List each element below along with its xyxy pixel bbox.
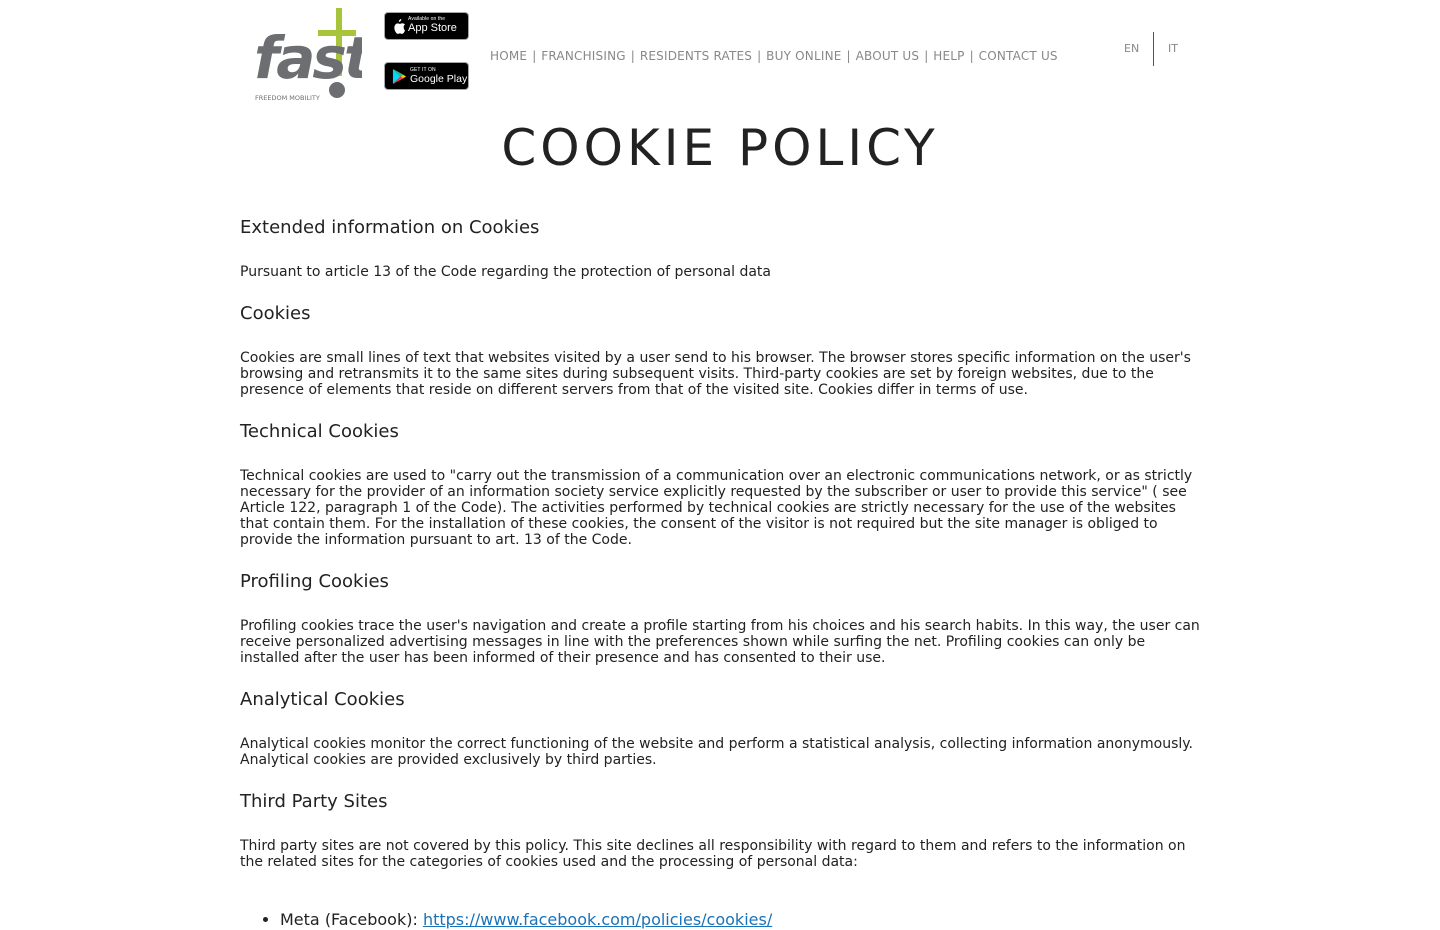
section-body: Cookies are small lines of text that websites visited by a user send to his browser. The browser stores specific information on the user's browsing and retransmits it to the same sites during subsequent visits. Third-party cookies are set by foreign websites, due to the presence of elements that reside on different servers from that of the visited site. Cookies differ in terms of use.: [240, 350, 1191, 398]
app-store-label: App Store: [408, 22, 457, 34]
page-title: COOKIE POLICY: [501, 119, 939, 177]
nav-buy-online[interactable]: BUY ONLINE: [766, 49, 842, 63]
nav-separator: |: [924, 49, 929, 63]
nav-about-us[interactable]: ABOUT US: [855, 49, 920, 63]
section-heading: Cookies: [240, 303, 311, 324]
app-store-small-label: Available on the: [408, 16, 446, 22]
facebook-cookies-link[interactable]: https://www.facebook.com/policies/cookies/: [422, 910, 773, 929]
list-item-label: Meta (Facebook):: [280, 910, 423, 929]
language-en[interactable]: EN: [1124, 42, 1140, 55]
google-play-small-label: GET IT ON: [410, 67, 436, 73]
section-heading: Technical Cookies: [240, 421, 399, 442]
section-body: Technical cookies are used to "carry out the transmission of a communication over an electronic communications network, or as strictly necessary for the provider of an information society service explicitly requested by the subscriber or user to provide this service" ( see Article 122, paragraph 1 of the Code). The activities performed by technical cookies are strictly necessary for the use of the websites that contain them. For the installation of these cookies, the consent of the visitor is not required but the site manager is obliged to provide the information pursuant to art. 13 of the Code.: [240, 468, 1193, 548]
nav-separator: |: [969, 49, 974, 63]
section-body: Pursuant to article 13 of the Code regarding the protection of personal data: [240, 264, 771, 280]
fast-logo[interactable]: [252, 6, 362, 104]
nav-home[interactable]: HOME: [490, 49, 528, 63]
list-item: [280, 910, 1202, 930]
nav-separator: |: [846, 49, 851, 63]
logo-tagline: FREEDOM MOBILITY: [255, 94, 320, 102]
third-party-list: [240, 910, 1202, 930]
nav-separator: |: [532, 49, 537, 63]
logo-wordmark: fast: [254, 24, 362, 92]
nav-residents-rates[interactable]: RESIDENTS RATES: [639, 49, 753, 63]
site-header: [0, 0, 1440, 110]
google-play-icon: [392, 68, 407, 85]
language-it[interactable]: IT: [1168, 42, 1178, 55]
section-heading: Extended information on Cookies: [240, 217, 540, 238]
section-body: Third party sites are not covered by this policy. This site declines all responsibility with regard to them and refers to the information on the related sites for the categories of cookies used and the processing of personal data:: [240, 838, 1186, 870]
section-heading: Profiling Cookies: [240, 571, 389, 592]
section-body: Analytical cookies monitor the correct functioning of the website and perform a statistical analysis, collecting information anonymously. Analytical cookies are provided exclusively by third parties.: [240, 736, 1193, 768]
nav-franchising[interactable]: FRANCHISING: [541, 49, 626, 63]
app-store-button[interactable]: [384, 12, 469, 40]
nav-contact-us[interactable]: CONTACT US: [978, 49, 1058, 63]
google-play-label: Google Play: [410, 73, 468, 85]
nav-help[interactable]: HELP: [933, 49, 965, 63]
section-body: Profiling cookies trace the user's navigation and create a profile starting from his choices and his search habits. In this way, the user can receive personalized advertising messages in line with the preferences shown while surfing the net. Profiling cookies can only be installed after the user has been informed of their presence and has consented to their use.: [240, 618, 1200, 666]
apple-icon: [391, 18, 406, 35]
nav-separator: |: [630, 49, 635, 63]
policy-content: [240, 216, 1202, 930]
main-nav: [490, 48, 1058, 64]
nav-separator: |: [757, 49, 762, 63]
language-divider: [1153, 32, 1154, 66]
google-play-button[interactable]: [384, 62, 469, 90]
section-heading: Analytical Cookies: [240, 689, 405, 710]
section-heading: Third Party Sites: [240, 791, 388, 812]
